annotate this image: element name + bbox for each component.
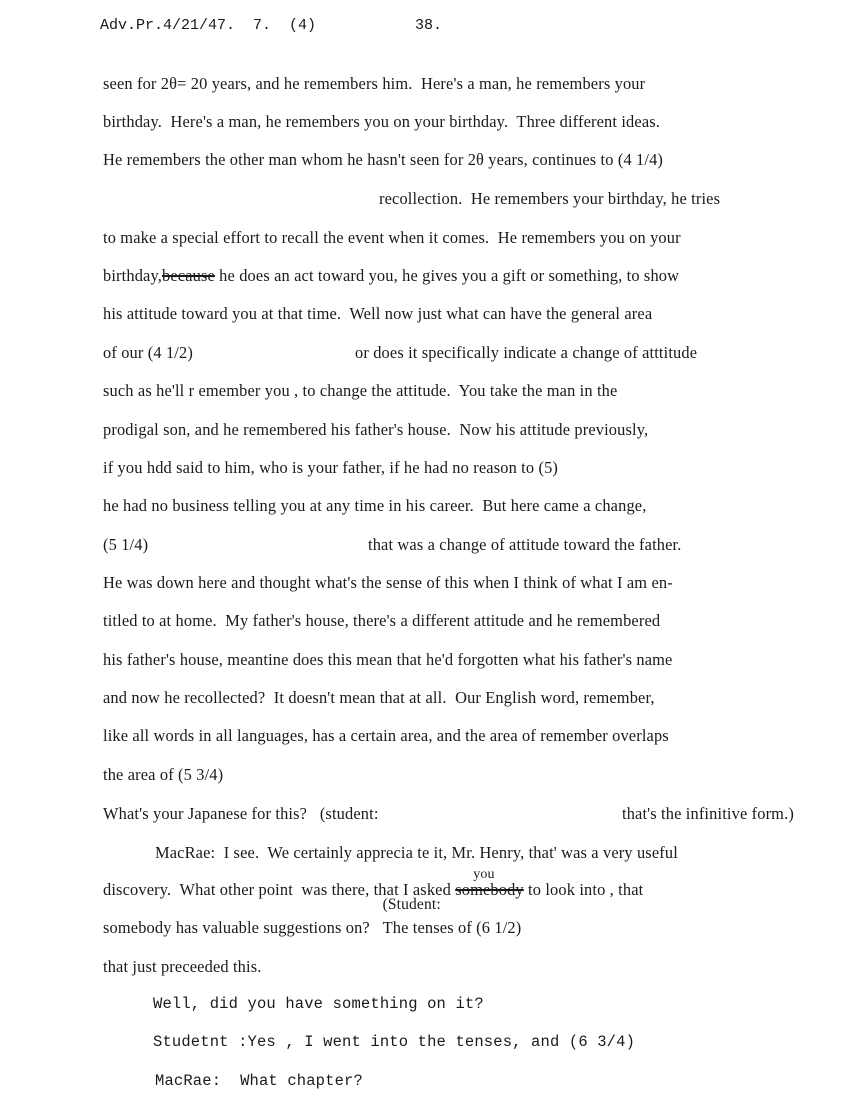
inserted-word: you — [473, 867, 495, 882]
text-line: MacRae: I see. We certainly apprecia te it, Mr. Henry, that' was a very useful — [155, 843, 678, 862]
text-line-left: of our (4 1/2) — [103, 343, 193, 362]
text-line: Studetnt :Yes , I went into the tenses, and (6 3/4) — [153, 1033, 636, 1051]
text: he does an act toward you, he gives you a gift or something, to show — [214, 266, 680, 285]
text: discovery. What other point was there, that I asked — [103, 880, 456, 899]
text: somebody has valuable suggestions on? — [103, 918, 383, 937]
text-line: and now he recollected? It doesn't mean that at all. Our English word, remember, — [103, 688, 655, 707]
text-line-right: that was a change of attitude toward the father. — [368, 535, 682, 554]
text-line: birthday. Here's a man, he remembers you on your birthday. Three different ideas. — [103, 112, 661, 131]
text-line: He was down here and thought what's the sense of this when I think of what I am en- — [103, 573, 673, 592]
text-line: his attitude toward you at that time. Well now just what can have the general area — [103, 304, 653, 323]
text-line-left: (5 1/4) — [103, 535, 149, 554]
text-line: Well, did you have something on it? — [153, 995, 484, 1013]
text-line — [103, 896, 522, 938]
text-line: his father's house, meantine does this mean that he'd forgotten what his father's name — [103, 650, 673, 669]
page-number: 38. — [415, 17, 443, 34]
text-line: like all words in all languages, has a certain area, and the area of remember overlaps — [103, 726, 669, 745]
struck-word: somebody — [455, 880, 524, 899]
text-line: if you hdd said to him, who is your father, if he had no reason to (5) — [103, 458, 559, 477]
speaker-note: (Student: — [382, 896, 441, 913]
text-line: MacRae: What chapter? — [155, 1072, 363, 1090]
text-line: the area of (5 3/4) — [103, 765, 224, 784]
text-line-right: that's the infinitive form.) — [622, 804, 794, 823]
text: The tenses of (6 1/2) — [382, 918, 522, 937]
text-line: titled to at home. My father's house, there's a different attitude and he remembered — [103, 611, 661, 630]
text-line: that just preceeded this. — [103, 957, 262, 976]
text: birthday, — [103, 266, 163, 285]
text-line: he had no business telling you at any time in his career. But here came a change, — [103, 496, 647, 515]
text-line: prodigal son, and he remembered his father's house. Now his attitude previously, — [103, 420, 649, 439]
struck-word: because — [162, 266, 215, 285]
text-line: seen for 2θ= 20 years, and he remembers him. Here's a man, he remembers your — [103, 74, 646, 93]
text-line-right: or does it specifically indicate a change of atttitude — [355, 343, 698, 362]
text-line — [103, 867, 644, 900]
text-line-left: What's your Japanese for this? (student: — [103, 804, 379, 823]
text-line: He remembers the other man whom he hasn't seen for 2θ years, continues to (4 1/4) — [103, 150, 664, 169]
text-line: to make a special effort to recall the event when it comes. He remembers you on your — [103, 228, 681, 247]
text: to look into , that — [523, 880, 644, 899]
header-reference: Adv.Pr.4/21/47. 7. (4) — [100, 17, 317, 34]
text-line: recollection. He remembers your birthday, he tries — [379, 189, 721, 208]
text-line: such as he'll r emember you , to change the attitude. You take the man in the — [103, 381, 618, 400]
text-line — [103, 266, 679, 286]
